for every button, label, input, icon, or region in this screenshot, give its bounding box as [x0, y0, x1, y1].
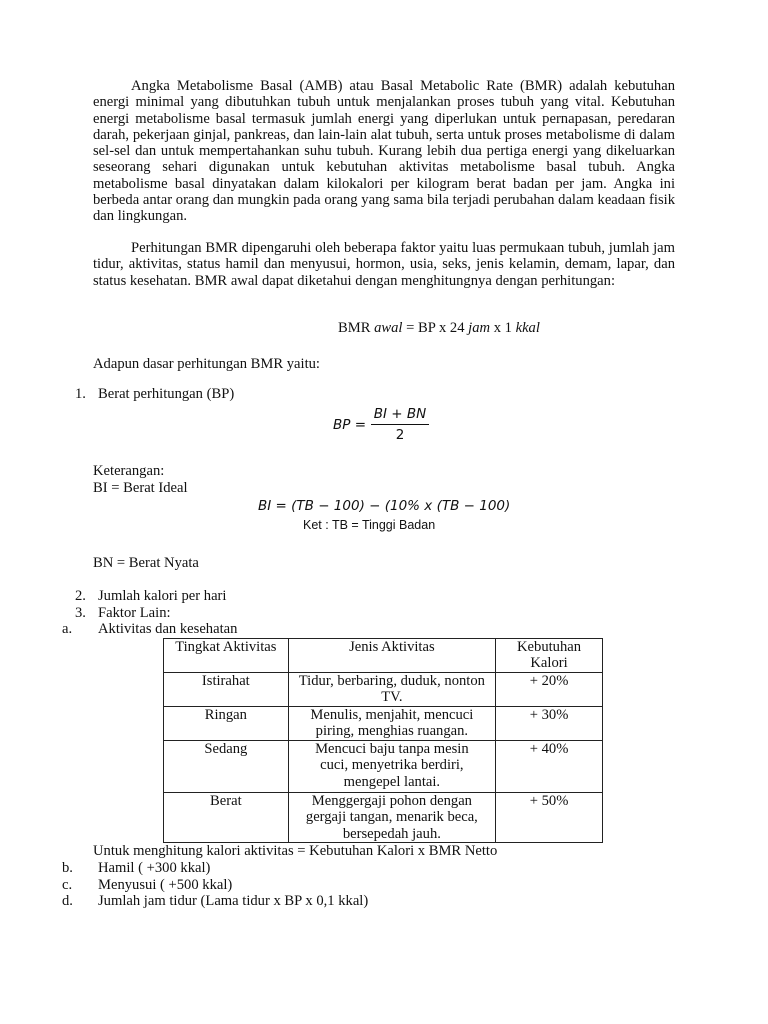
sub-item-aktivitas: Aktivitas dan kesehatan	[98, 621, 238, 637]
table-row	[164, 741, 603, 793]
table-cell-kalori: + 20%	[496, 673, 603, 707]
table-cell-jenis: Menggergaji pohon dengan gergaji tangan, menarik beca, bersepedah jauh.	[288, 793, 495, 843]
table-header-row	[164, 639, 603, 673]
formula-bp-denominator: 2	[395, 427, 405, 443]
table-cell-jenis: Menulis, menjahit, mencuci piring, menghias ruangan.	[288, 707, 495, 741]
table-row	[164, 793, 603, 843]
table-header: Kebutuhan Kalori	[496, 639, 603, 673]
table-row	[164, 673, 603, 707]
fraction-bar	[371, 424, 429, 425]
formula-bp	[333, 408, 443, 442]
list-item-berat-perhitungan: Berat perhitungan (BP)	[98, 386, 235, 402]
sub-letter-a: a.	[62, 621, 73, 637]
formula-bi-note: Ket : TB = Tinggi Badan	[303, 518, 436, 532]
table-cell-jenis: Tidur, berbaring, duduk, nonton TV.	[288, 673, 495, 707]
formula-bp-numerator: BI + BN	[373, 406, 427, 422]
sub-letter-c: c.	[62, 877, 73, 893]
table-header: Tingkat Aktivitas	[164, 639, 289, 673]
table-cell-tingkat: Sedang	[164, 741, 289, 793]
list-number-1: 1.	[75, 386, 86, 402]
table-cell-tingkat: Istirahat	[164, 673, 289, 707]
table-cell-tingkat: Ringan	[164, 707, 289, 741]
list-number-3: 3.	[75, 605, 86, 621]
table-cell-kalori: + 30%	[496, 707, 603, 741]
kalori-aktivitas-formula: Untuk menghitung kalori aktivitas = Kebutuhan Kalori x BMR Netto	[93, 843, 498, 859]
table-cell-jenis: Mencuci baju tanpa mesin cuci, menyetrika berdiri, mengepel lantai.	[288, 741, 495, 793]
formula-bp-lhs: BP =	[333, 417, 367, 433]
table-cell-kalori: + 40%	[496, 741, 603, 793]
list-item-faktor-lain: Faktor Lain:	[98, 605, 171, 621]
sub-item-jam-tidur: Jumlah jam tidur (Lama tidur x BP x 0,1 kkal)	[98, 893, 369, 909]
keterangan-label: Keterangan:	[93, 463, 165, 479]
table-cell-kalori: + 50%	[496, 793, 603, 843]
sub-letter-d: d.	[62, 893, 73, 909]
keterangan-bn: BN = Berat Nyata	[93, 555, 199, 571]
list-item-jumlah-kalori: Jumlah kalori per hari	[98, 588, 227, 604]
table-cell-tingkat: Berat	[164, 793, 289, 843]
sub-item-hamil: Hamil ( +300 kkal)	[98, 860, 211, 876]
activity-table	[163, 638, 603, 843]
table-header: Jenis Aktivitas	[288, 639, 495, 673]
keterangan-bi: BI = Berat Ideal	[93, 480, 188, 496]
list-number-2: 2.	[75, 588, 86, 604]
dasar-perhitungan-intro: Adapun dasar perhitungan BMR yaitu:	[93, 356, 320, 372]
sub-item-menyusui: Menyusui ( +500 kkal)	[98, 877, 233, 893]
table-row	[164, 707, 603, 741]
paragraph-amb-definition: Angka Metabolisme Basal (AMB) atau Basal Metabolic Rate (BMR) adalah kebutuhan energi minimal yang dibutuhkan tubuh untuk menjalankan proses tubuh yang vital. Kebutuhan energi metabolisme basal termasuk jumlah energi yang diperlukan untuk pernapasan, peredaran darah, pekerjaan ginjal, pankreas, dan lain-lain alat tubuh, serta untuk proses metabolisme di dalam sel-sel dan untuk mempertahankan suhu tubuh. Kurang lebih dua pertiga energi yang dikeluarkan seseorang sehari digunakan untuk kebutuhan aktivitas metabolisme basal tubuh. Angka metabolisme basal dinyatakan dalam kilokalori per kilogram berat badan per jam. Angka ini berbeda antar orang dan mungkin pada orang yang sama bila terjadi perubahan dalam keadaan fisik dan lingkungan.	[93, 78, 675, 225]
sub-letter-b: b.	[62, 860, 73, 876]
paragraph-bmr-factors: Perhitungan BMR dipengaruhi oleh beberapa faktor yaitu luas permukaan tubuh, jumlah jam tidur, aktivitas, status hamil dan menyusui, hormon, usia, seks, jenis kelamin, demam, lapar, dan status kesehatan. BMR awal dapat diketahui dengan menghitungnya dengan perhitungan:	[93, 240, 675, 289]
formula-bi: BI = (TB − 100) − (10% x (TB − 100)	[258, 498, 511, 514]
formula-bmr-awal: BMR awal = BP x 24 jam x 1 kkal	[338, 320, 540, 336]
